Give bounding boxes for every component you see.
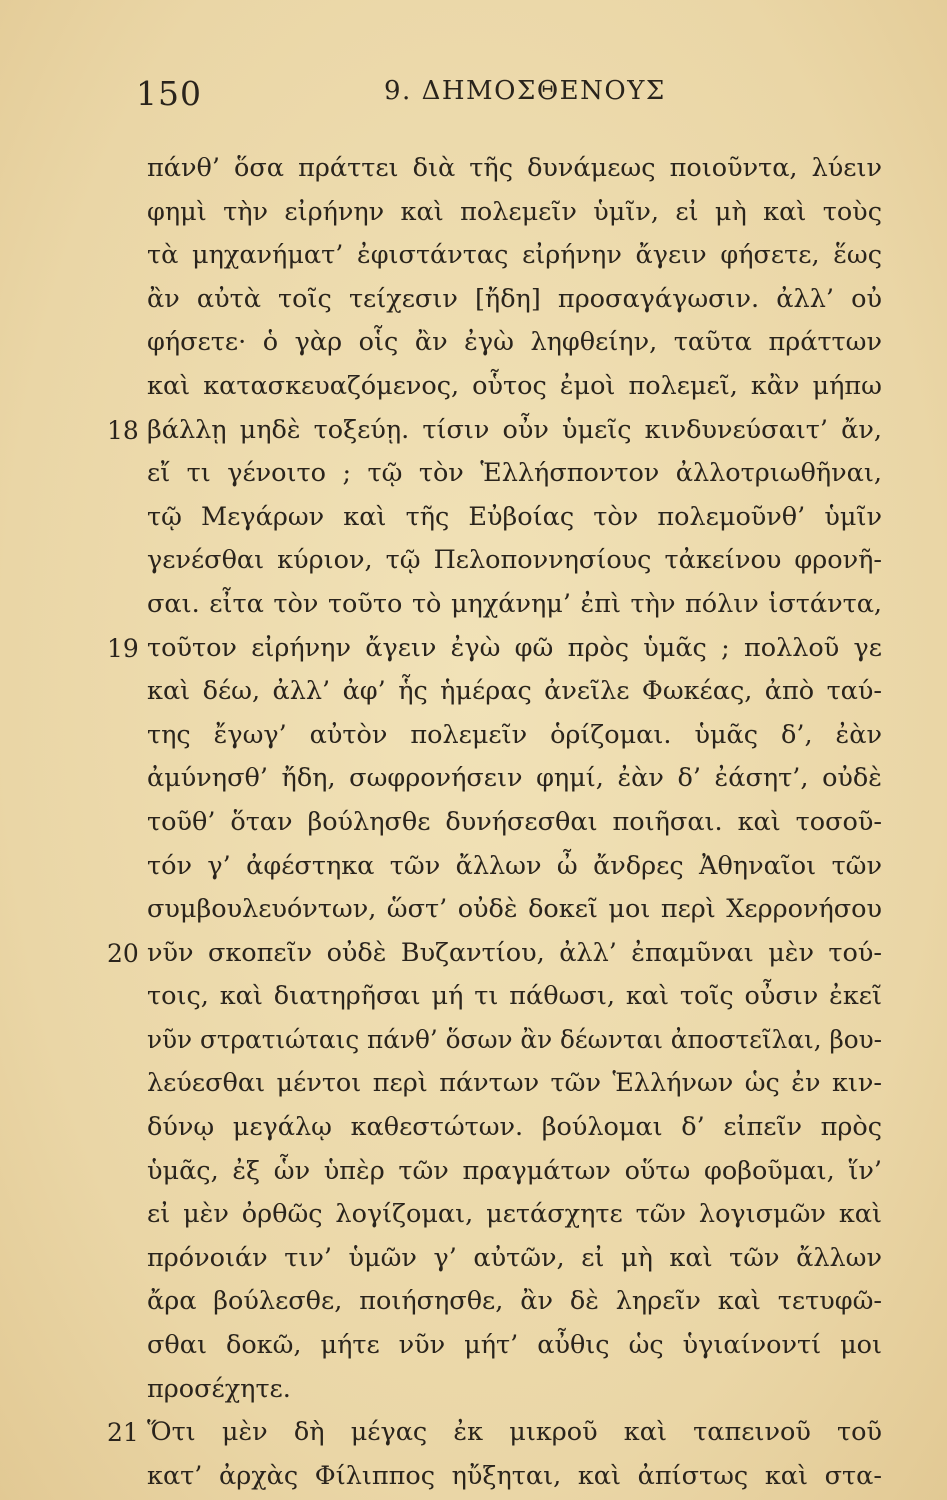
- line-text: νῦν στρατιώταις πάνθ’ ὅσων ἂν δέωνται ἀποστεῖλαι, βου-: [147, 1024, 883, 1055]
- text-line: [147, 1237, 882, 1281]
- text-line: [147, 1455, 882, 1499]
- text-line: [147, 1368, 882, 1412]
- text-line: [147, 845, 882, 889]
- text-line: [107, 932, 882, 976]
- section-number: 19: [107, 633, 139, 663]
- line-text: κατ’ ἀρχὰς Φίλιππος ηὔξηται, καὶ ἀπίστως καὶ στα-: [147, 1460, 882, 1491]
- text-line: [147, 191, 882, 235]
- line-text: εἰ μὲν ὀρθῶς λογίζομαι, μετάσχητε τῶν λογισμῶν καὶ: [147, 1199, 882, 1230]
- line-text: φήσετε· ὁ γὰρ οἷς ἂν ἐγὼ ληφθείην, ταῦτα πράττων: [147, 327, 882, 358]
- line-text: τοῦτον εἰρήνην ἄγειν ἐγὼ φῶ πρὸς ὑμᾶς ; πολλοῦ γε: [147, 632, 882, 663]
- text-line: [147, 1324, 882, 1368]
- text-line: [147, 583, 882, 627]
- line-text: εἴ τι γένοιτο ; τῷ τὸν Ἑλλήσποντον ἀλλοτριωθῆναι,: [147, 458, 882, 489]
- line-text: της ἔγωγ’ αὐτὸν πολεμεῖν ὁρίζομαι. ὑμᾶς δ’, ἐὰν: [147, 719, 882, 750]
- text-line: [147, 975, 882, 1019]
- line-text: τοῦθ’ ὅταν βούλησθε δυνήσεσθαι ποιῆσαι. καὶ τοσοῦ-: [147, 806, 882, 837]
- text-line: [147, 1106, 882, 1150]
- text-line: [147, 147, 882, 191]
- line-text: τοις, καὶ διατηρῆσαι μή τι πάθωσι, καὶ τοῖς οὖσιν ἐκεῖ: [147, 981, 882, 1012]
- text-line: [147, 452, 882, 496]
- line-text: καὶ δέω, ἀλλ’ ἀφ’ ἧς ἡμέρας ἀνεῖλε Φωκέας, ἀπὸ ταύ-: [147, 676, 883, 707]
- text-line: [147, 757, 882, 801]
- line-text: πρόνοιάν τιν’ ὑμῶν γ’ αὐτῶν, εἰ μὴ καὶ τῶν ἄλλων: [147, 1242, 882, 1273]
- line-text: προσέχητε.: [147, 1373, 291, 1404]
- text-line: [107, 1411, 882, 1455]
- line-text: ἄρα βούλεσθε, ποιήσησθε, ἂν δὲ ληρεῖν καὶ τετυφῶ-: [147, 1286, 882, 1317]
- text-line: [147, 321, 882, 365]
- line-text: φημὶ τὴν εἰρήνην καὶ πολεμεῖν ὑμῖν, εἰ μὴ καὶ τοὺς: [147, 196, 882, 227]
- line-text: τῷ Μεγάρων καὶ τῆς Εὐβοίας τὸν πολεμοῦνθ’ ὑμῖν: [147, 501, 882, 532]
- text-line: [147, 714, 882, 758]
- text-line: [147, 1150, 882, 1194]
- line-text: βάλλῃ μηδὲ τοξεύῃ. τίσιν οὖν ὑμεῖς κινδυνεύσαιτ’ ἄν,: [147, 414, 882, 445]
- line-text: ἂν αὐτὰ τοῖς τείχεσιν [ἤδη] προσαγάγωσιν. ἀλλ’ οὐ: [147, 283, 882, 314]
- section-number: 18: [107, 415, 139, 445]
- text-line: [107, 627, 882, 671]
- line-text: νῦν σκοπεῖν οὐδὲ Βυζαντίου, ἀλλ’ ἐπαμῦναι μὲν τού-: [147, 937, 882, 968]
- running-title: 9. ΔΗΜΟΣΘΕΝΟΥΣ: [384, 76, 666, 106]
- line-text: Ὅτι μὲν δὴ μέγας ἐκ μικροῦ καὶ ταπεινοῦ τοῦ: [147, 1417, 882, 1448]
- line-text: πάνθ’ ὅσα πράττει διὰ τῆς δυνάμεως ποιοῦντα, λύειν: [147, 153, 882, 183]
- line-text: γενέσθαι κύριον, τῷ Πελοποννησίους τἀκείνου φρονῆ-: [147, 545, 882, 576]
- text-line: [147, 1019, 882, 1063]
- text-line: [147, 1062, 882, 1106]
- text-line: [107, 409, 882, 453]
- line-text: καὶ κατασκευαζόμενος, οὗτος ἐμοὶ πολεμεῖ, κἂν μήπω: [147, 370, 882, 401]
- text-line: [147, 234, 882, 278]
- page-number: 150: [136, 74, 202, 113]
- section-number: 21: [107, 1418, 139, 1448]
- text-line: [147, 539, 882, 583]
- text-line: [147, 1193, 882, 1237]
- text-line: [147, 801, 882, 845]
- text-line: [147, 278, 882, 322]
- line-text: τὰ μηχανήματ’ ἐφιστάντας εἰρήνην ἄγειν φήσετε, ἕως: [147, 240, 882, 271]
- text-line: [147, 365, 882, 409]
- line-text: συμβουλευόντων, ὥστ’ οὐδὲ δοκεῖ μοι περὶ Χερρονήσου: [147, 894, 883, 925]
- line-text: λεύεσθαι μέντοι περὶ πάντων τῶν Ἑλλήνων ὡς ἐν κιν-: [147, 1068, 883, 1099]
- line-text: σθαι δοκῶ, μήτε νῦν μήτ’ αὖθις ὡς ὑγιαίνοντί μοι: [147, 1330, 882, 1361]
- line-text: δύνῳ μεγάλῳ καθεστώτων. βούλομαι δ’ εἰπεῖν πρὸς: [147, 1112, 882, 1143]
- line-text: σαι. εἶτα τὸν τοῦτο τὸ μηχάνημ’ ἐπὶ τὴν πόλιν ἱστάντα,: [147, 588, 883, 619]
- section-number: 20: [107, 938, 139, 968]
- text-line: [147, 670, 882, 714]
- line-text: ἀμύνησθ’ ἤδη, σωφρονήσειν φημί, ἐὰν δ’ ἐάσητ’, οὐδὲ: [147, 763, 882, 794]
- page-header: [0, 66, 947, 116]
- text-line: [147, 496, 882, 540]
- body-text: [107, 147, 883, 1498]
- line-text: ὑμᾶς, ἐξ ὧν ὑπὲρ τῶν πραγμάτων οὕτω φοβοῦμαι, ἵν’: [147, 1155, 882, 1186]
- line-text: τόν γ’ ἀφέστηκα τῶν ἄλλων ὦ ἄνδρες Ἀθηναῖοι τῶν: [147, 850, 882, 881]
- text-line: [147, 888, 882, 932]
- text-line: [147, 1280, 882, 1324]
